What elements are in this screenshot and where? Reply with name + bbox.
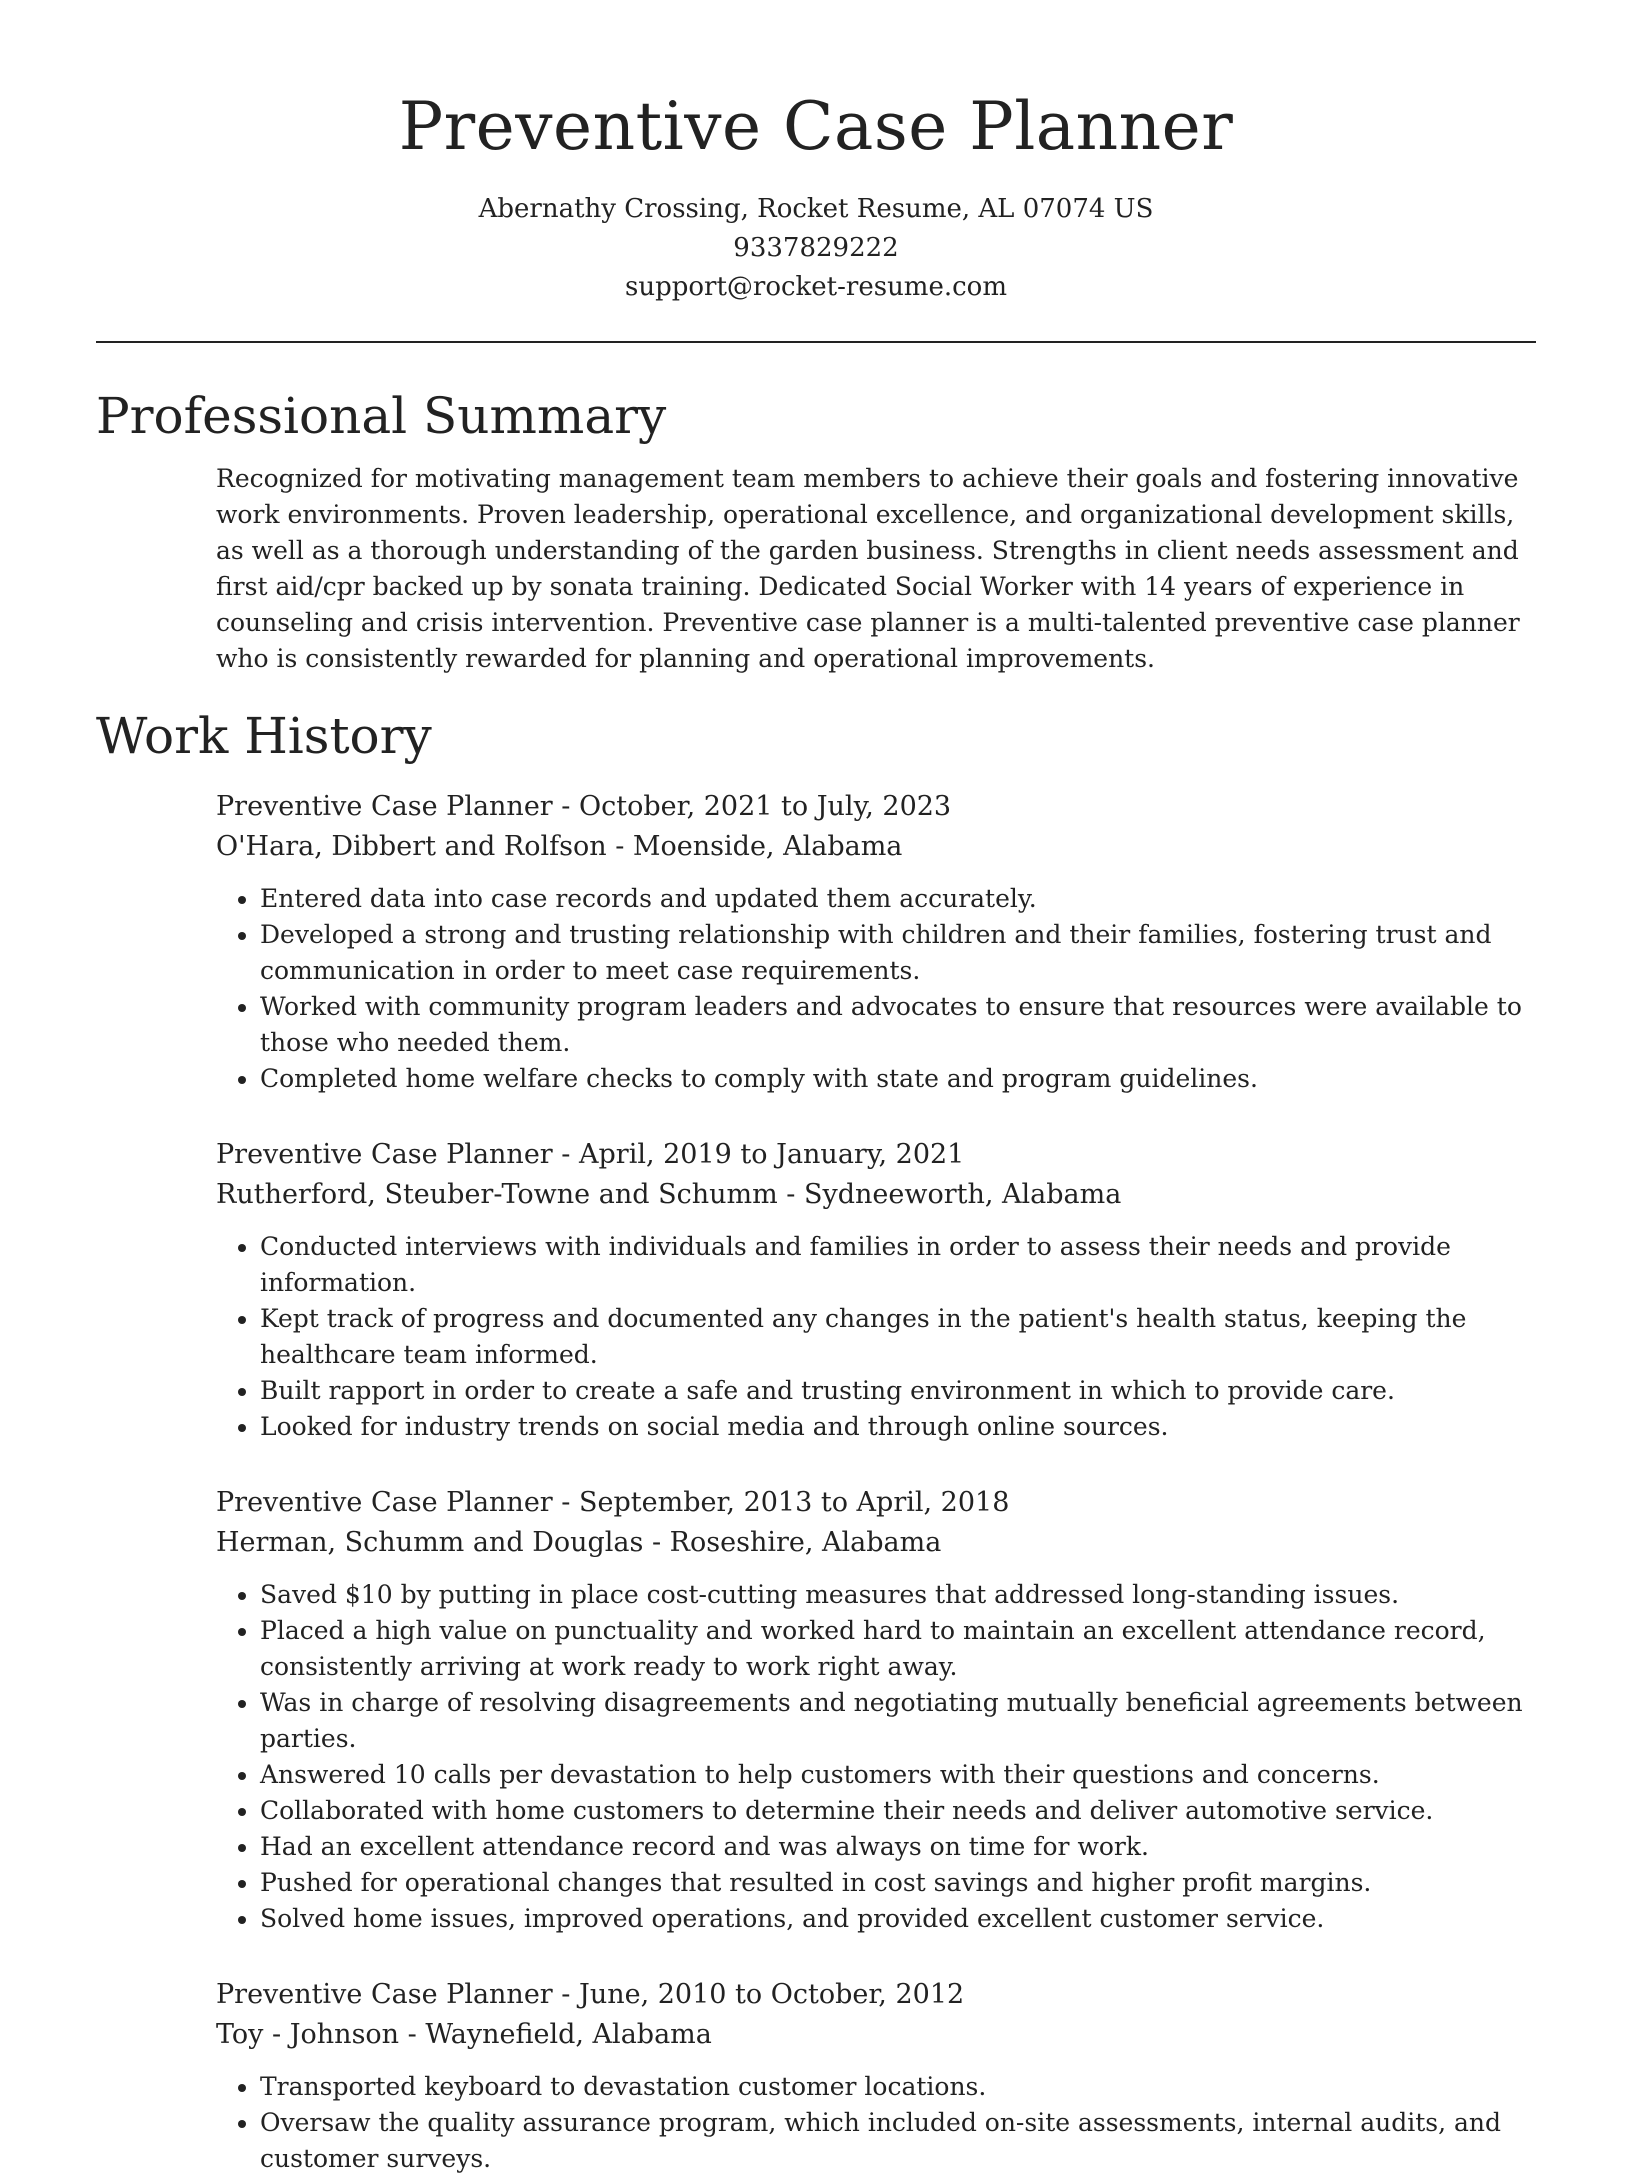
job-bullets (216, 881, 1536, 1097)
list-item: • Collaborated with home customers to determine their needs and deliver automotive service. (260, 1793, 1536, 1829)
contact-address: Abernathy Crossing, Rocket Resume, AL 07074 US (478, 194, 1154, 224)
job-company-line (216, 827, 1536, 867)
summary-text: Recognized for motivating management team members to achieve their goals and fostering innovative work environments. Proven leadership, operational excellence, and organizational development skills, as well as a thorough understanding of the garden business. Strengths in client needs assessment and first aid/cpr backed up by sonata training. Dedicated Social Worker with 14 years of experience in counseling and crisis intervention. Preventive case planner is a multi-talented preventive case planner who is consistently rewarded for planning and operational improvements. (216, 464, 1520, 673)
job-company: Herman, Schumm and Douglas (216, 1527, 644, 1558)
list-item: • Worked with community program leaders and advocates to ensure that resources were available to those who needed them. (260, 989, 1536, 1061)
contact-email: support@rocket-resume.com (624, 272, 1007, 302)
job-bullets (216, 1229, 1536, 1445)
resume-header (96, 0, 1536, 307)
job-company-line (216, 1523, 1536, 1563)
list-item: • Pushed for operational changes that resulted in cost savings and higher profit margins. (260, 1865, 1536, 1901)
list-item: • Conducted interviews with individuals and families in order to assess their needs and provide information. (260, 1229, 1536, 1301)
job-entry (216, 1135, 1536, 1445)
job-title-line (216, 1135, 1536, 1175)
candidate-name: Preventive Case Planner (398, 88, 1234, 165)
job-dates: - June, 2010 to October, 2012 (552, 1979, 965, 2010)
list-item: • Solved home issues, improved operations, and provided excellent customer service. (260, 1901, 1536, 1937)
list-item: • Oversaw the quality assurance program, which included on-site assessments, internal audits, and customer surveys. (260, 2105, 1536, 2177)
job-location: - Moenside, Alabama (606, 831, 903, 862)
list-item: • Answered 10 calls per devastation to help customers with their questions and concerns. (260, 1757, 1536, 1793)
list-item: • Placed a high value on punctuality and worked hard to maintain an excellent attendance record, consistently arriving at work ready to work right away. (260, 1613, 1536, 1685)
job-entry (216, 1483, 1536, 1937)
job-company-line (216, 1175, 1536, 1215)
work-history-list (216, 787, 1536, 2177)
job-role: Preventive Case Planner (216, 791, 553, 822)
contact-phone: 9337829222 (733, 233, 899, 263)
list-item: • Built rapport in order to create a safe and trusting environment in which to provide care. (260, 1373, 1536, 1409)
job-bullets (216, 1577, 1536, 1937)
job-dates: - October, 2021 to July, 2023 (552, 791, 952, 822)
summary-heading: Professional Summary (96, 387, 667, 445)
job-dates: - April, 2019 to January, 2021 (552, 1139, 965, 1170)
header-divider (96, 341, 1536, 343)
job-entry (216, 787, 1536, 1097)
list-item: • Looked for industry trends on social media and through online sources. (260, 1409, 1536, 1445)
work-history-heading: Work History (96, 707, 432, 765)
list-item: • Had an excellent attendance record and was always on time for work. (260, 1829, 1536, 1865)
job-company-line (216, 2015, 1536, 2055)
job-title-line (216, 1975, 1536, 2015)
job-bullets (216, 2069, 1536, 2177)
list-item: • Kept track of progress and documented any changes in the patient's health status, keeping the healthcare team informed. (260, 1301, 1536, 1373)
job-location: - Sydneeworth, Alabama (777, 1179, 1122, 1210)
job-company: Rutherford, Steuber-Towne and Schumm (216, 1179, 778, 1210)
list-item: • Developed a strong and trusting relationship with children and their families, fostering trust and communication in order to meet case requirements. (260, 917, 1536, 989)
job-entry (216, 1975, 1536, 2177)
job-location: - Roseshire, Alabama (643, 1527, 942, 1558)
job-title-line (216, 787, 1536, 827)
job-company: O'Hara, Dibbert and Rolfson (216, 831, 607, 862)
job-company: Toy - Johnson (216, 2019, 400, 2050)
list-item: • Was in charge of resolving disagreements and negotiating mutually beneficial agreements between parties. (260, 1685, 1536, 1757)
contact-info (96, 190, 1536, 307)
list-item: • Transported keyboard to devastation customer locations. (260, 2069, 1536, 2105)
job-role: Preventive Case Planner (216, 1487, 553, 1518)
job-location: - Waynefield, Alabama (399, 2019, 712, 2050)
job-title-line (216, 1483, 1536, 1523)
job-dates: - September, 2013 to April, 2018 (552, 1487, 1010, 1518)
list-item: • Entered data into case records and updated them accurately. (260, 881, 1536, 917)
job-role: Preventive Case Planner (216, 1979, 553, 2010)
list-item: • Saved $10 by putting in place cost-cutting measures that addressed long-standing issues. (260, 1577, 1536, 1613)
job-role: Preventive Case Planner (216, 1139, 553, 1170)
list-item: • Completed home welfare checks to comply with state and program guidelines. (260, 1061, 1536, 1097)
